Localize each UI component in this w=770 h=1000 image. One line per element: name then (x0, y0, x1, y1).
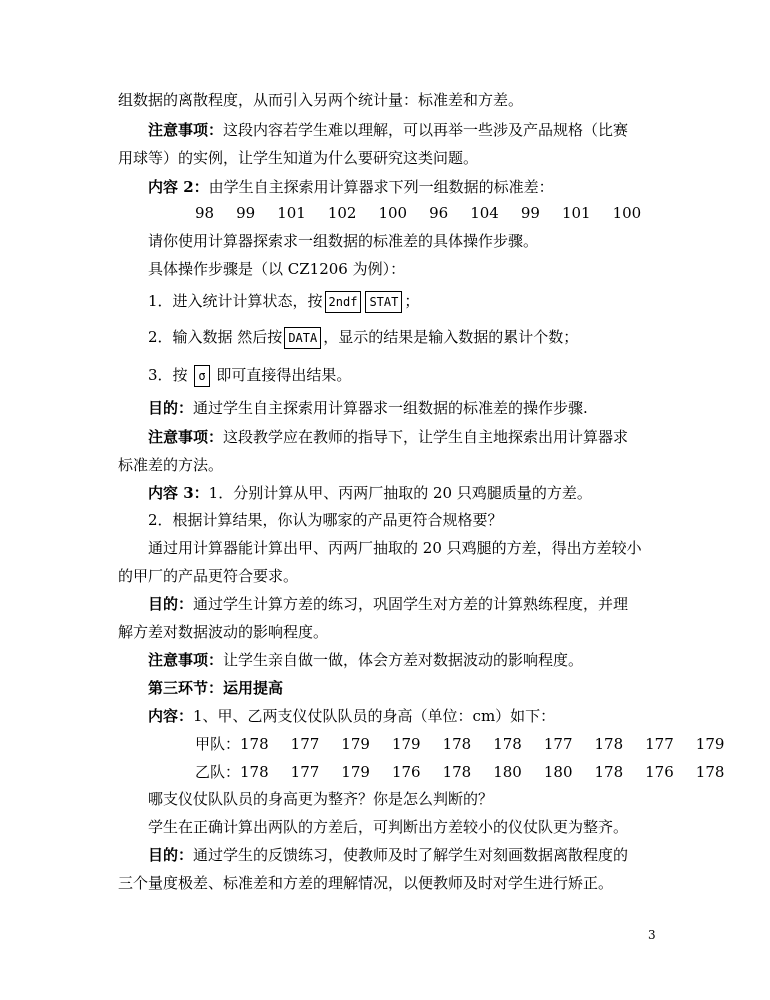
data-value: 104 (470, 204, 499, 222)
data-value: 102 (327, 204, 357, 222)
data-row (195, 200, 770, 226)
line-3: 用球等）的实例，让学生知道为什么要研究这类问题。 (118, 149, 479, 167)
line-14: 内容 3：1．分别计算从甲、丙两厂抽取的 20 只鸡腿质量的方差。 (148, 484, 592, 502)
data-value: 99 (520, 204, 540, 222)
line-25: 哪支仪仗队队员的身高更为整齐？你是怎么判断的？ (148, 790, 494, 808)
line-20: 注意事项：让学生亲自做一做，体会方差对数据波动的影响程度。 (148, 651, 584, 669)
team-a-value: 178 (493, 735, 522, 753)
data-value: 99 (236, 204, 256, 222)
line-22: 内容：1、甲、乙两支仪仗队队员的身高（单位：cm）如下： (148, 707, 556, 725)
line-12: 注意事项：这段教学应在教师的指导下，让学生自主地探索出用计算器求 (148, 428, 629, 446)
team-b-value: 176 (645, 763, 674, 781)
line-4: 内容 2：由学生自主探索用计算器求下列一组数据的标准差： (148, 178, 554, 196)
line-8: 1．进入统计计算状态，按 2ndf STAT ； (148, 288, 770, 314)
line-9: 2．输入数据 然后按 DATA ，显示的结果是输入数据的累计个数； (148, 324, 770, 350)
data-value: 98 (195, 204, 215, 222)
team-b-value: 177 (290, 763, 320, 781)
team-a-value: 179 (391, 735, 421, 753)
line-11: 目的：通过学生自主探索用计算器求一组数据的标准差的操作步骤. (148, 399, 588, 417)
team-b-row: 乙队：178 177 179 176 178 180 180 178 176 178 (195, 759, 770, 785)
line-28: 三个量度极差、标准差和方差的理解情况，以便教师及时对学生进行矫正。 (118, 874, 614, 892)
team-a-value: 177 (645, 735, 674, 753)
team-a-value: 177 (543, 735, 573, 753)
team-a-value: 179 (341, 735, 370, 753)
line-13: 标准差的方法。 (118, 456, 224, 474)
page-number: 3 (648, 928, 656, 942)
team-b-value: 180 (543, 763, 573, 781)
line-7: 具体操作步骤是（以 CZ1206 为例）： (148, 260, 406, 278)
data-value: 101 (561, 204, 591, 222)
team-a-value: 178 (442, 735, 472, 753)
section-heading: 第三环节：运用提高 (148, 679, 284, 697)
team-b-value: 178 (594, 763, 624, 781)
line-2: 注意事项：这段内容若学生难以理解，可以再举一些涉及产品规格（比赛 (148, 121, 629, 139)
key-data: DATA (284, 327, 321, 349)
team-b-value: 178 (695, 763, 725, 781)
data-value: 101 (277, 204, 306, 222)
line-15: 2．根据计算结果，你认为哪家的产品更符合规格要？ (148, 511, 503, 529)
line-26: 学生在正确计算出两队的方差后，可判断出方差较小的仪仗队更为整齐。 (148, 818, 629, 836)
team-b-value: 180 (493, 763, 522, 781)
team-a-value: 178 (240, 735, 269, 753)
line-6: 请你使用计算器探索求一组数据的标准差的具体操作步骤。 (148, 232, 539, 250)
team-a-value: 179 (695, 735, 725, 753)
line-18: 目的：通过学生计算方差的练习，巩固学生对方差的计算熟练程度，并理 (148, 595, 629, 613)
team-b-value: 178 (442, 763, 472, 781)
key-2ndf: 2ndf (325, 291, 362, 313)
team-a-value: 178 (594, 735, 624, 753)
team-a-row: 甲队：178 177 179 179 178 178 177 178 177 179 (195, 731, 770, 757)
line-27: 目的：通过学生的反馈练习，使教师及时了解学生对刻画数据离散程度的 (148, 846, 629, 864)
line-17: 的甲厂的产品更符合要求。 (118, 567, 299, 585)
data-value: 96 (429, 204, 449, 222)
team-b-value: 178 (240, 763, 269, 781)
line-16: 通过用计算器能计算出甲、丙两厂抽取的 20 只鸡腿的方差，得出方差较小 (148, 539, 642, 557)
team-b-value: 179 (341, 763, 370, 781)
team-b-value: 176 (391, 763, 421, 781)
data-value: 100 (612, 204, 642, 222)
line-1: 组数据的离散程度，从而引入另两个统计量：标准差和方差。 (118, 91, 524, 109)
key-stat: STAT (365, 291, 402, 313)
line-19: 解方差对数据波动的影响程度。 (118, 623, 329, 641)
key-sigma: σ (194, 365, 209, 387)
team-a-value: 177 (290, 735, 320, 753)
line-10: 3．按 σ 即可直接得出结果。 (148, 362, 770, 388)
data-value: 100 (378, 204, 408, 222)
